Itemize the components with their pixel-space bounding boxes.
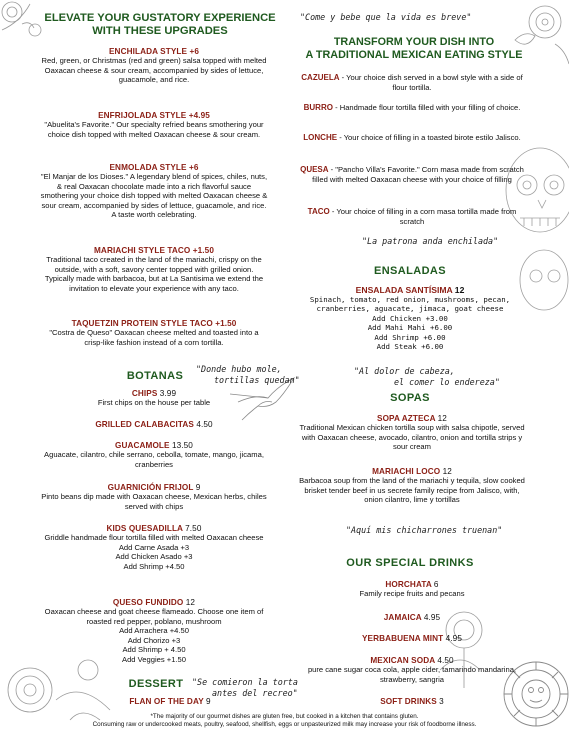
upgrade-item-enfrijolada [40,111,268,139]
item-price: 4.50 [196,420,213,429]
quote-dolor-line1: "Al dolor de cabeza, [354,366,455,376]
drink-mexican-soda [296,656,528,684]
item-title: MARIACHI LOCO [372,467,441,476]
upgrades-heading-line2: WITH THESE UPGRADES [92,25,228,37]
quote-mole-line2: tortillas quedan" [214,375,300,385]
sopa-azteca [296,414,528,452]
item-description: "Abuelita's Favorite." Our specialty refried beans smothering your choice dish topped with melted Oaxacan cheese & sour cream. [44,120,264,139]
item-title: GUACAMOLE [115,441,170,450]
quote-torta-line2: antes del recreo" [212,688,298,698]
item-price: 6 [433,580,439,589]
drink-horchata [296,580,528,599]
ensaladas-heading: ENSALADAS [373,265,447,277]
item-title: QUESA [300,165,329,174]
footer-disclaimer [0,713,569,728]
item-description: Traditional taco created in the land of the mariachi, crispy on the outside, with a soft, savory center topped with grilled onion. Typically made with barbacoa, but at La Santisima we extend the invitation to elevate your experience with any taco. [44,255,264,293]
item-title: BURRO [303,103,333,112]
drink-yerbabuena [296,634,528,643]
item-price: 4.95 [423,613,441,622]
item-description: Griddle handmade flour tortilla filled with melted Oaxacan cheese [44,533,264,542]
sopa-mariachi-loco [296,467,528,505]
sopas-heading: SOPAS [390,392,430,404]
item-price: +4.95 [188,111,210,120]
item-title: MEXICAN SODA [370,656,435,665]
add-on: Add Arrachera +4.50 [119,626,189,636]
item-title: HORCHATA [385,580,432,589]
add-on: Add Chicken +3.00 [372,313,448,323]
item-title: FLAN OF THE DAY [129,697,204,706]
item-price: 9 [206,697,211,706]
add-on: Add Chicken Asado +3 [115,552,193,562]
transform-item-taco [296,207,528,226]
item-title: ENCHILADA STYLE [109,47,188,56]
item-title: ENFRIJOLADA STYLE [98,111,187,120]
quote-torta-line1: "Se comieron la torta [192,677,298,687]
transform-heading-line2: A TRADITIONAL MEXICAN EATING STYLE [305,49,523,61]
item-title: LONCHE [303,133,338,142]
quote-mole-line1: "Donde hubo mole, [196,364,282,374]
transform-item-quesa [296,165,528,184]
item-title: YERBABUENA MINT [362,634,444,643]
ingredient-line: Spinach, tomato, red onion, mushrooms, pecan, [309,295,511,304]
item-title: SOPA AZTECA [377,414,436,423]
item-price: +1.50 [192,246,214,255]
item-description: Pinto beans dip made with Oaxacan cheese, Mexican herbs, chiles served with chips [41,492,267,511]
add-on: Add Shrimp +6.00 [374,332,446,342]
footer-raw-food-warning: Consuming raw or undercooked meats, poultry, seafood, shellfish, eggs or unpasteurized milk may increase your risk of foodborne illness. [92,720,477,728]
item-description: Oaxacan cheese and goat cheese flameado. Choose one item of roasted red pepper, poblano, mushroom [44,607,264,626]
item-description: "El Manjar de los Dioses." A legendary blend of spices, chiles, nuts, & real Oaxacan chocolate made into a rich flavorful sauce smothering your choice dish topped with melted Oaxacan cheese & sour cream, accompanied by sides of lettuce, guacamole, and rice. A taste worth celebrating. [40,172,268,220]
item-description: First chips on the house per table [97,398,211,407]
item-price: 3 [439,697,444,706]
item-title: TACO [307,207,330,216]
transform-heading [294,36,534,62]
upgrades-heading-line1: ELEVATE YOUR GUSTATORY EXPERIENCE [44,12,276,24]
drinks-heading: OUR SPECIAL DRINKS [346,557,474,569]
add-on: Add Mahi Mahi +6.00 [367,323,453,333]
item-title: SOFT DRINKS [380,697,437,706]
quote-chicharrones: "Aquí mis chicharrones truenan" [346,525,503,535]
quote-patrona: "La patrona anda enchilada" [362,236,499,246]
transform-heading-line1: TRANSFORM YOUR DISH INTO [333,36,495,48]
item-price: 4.95 [445,634,462,643]
item-description: - "Pancho Villa's Favorite." Corn masa made from scratch filled with melted Oaxacan cheese with your choice of filling [312,165,524,184]
item-price: 4.50 [437,656,454,665]
drink-jamaica [296,613,528,622]
ensalada-santisima [290,285,530,351]
item-price: +6 [188,163,199,172]
item-title: QUESO FUNDIDO [112,598,184,607]
add-on: Add Shrimp + 4.50 [122,645,186,655]
upgrades-heading [40,12,280,38]
transform-item-burro [296,103,528,113]
add-on: Add Steak +6.00 [376,342,444,352]
item-description: - Handmade flour tortilla filled with your filling of choice. [332,103,521,112]
dessert-flan [110,697,230,706]
item-price: 12 [185,598,196,607]
item-description: - Your choice dish served in a bowl style with a side of flour tortilla. [339,73,523,92]
botana-calabacitas [40,420,268,429]
botanas-heading: BOTANAS [126,370,184,382]
item-price: 3.99 [159,389,177,398]
botana-kids-quesadilla [40,524,268,571]
item-title: GUARNICIÓN FRIJOL [107,483,194,492]
item-price: 12 [454,285,465,295]
item-price: 9 [195,483,201,492]
botana-chips [40,389,268,408]
item-title: ENSALADA SANTÍSIMA [355,285,453,295]
item-description: pure cane sugar coca cola, apple cider, tamarindo mandarina, strawberry, sangria [307,665,517,684]
ingredient-line: cranberries, aguacate, jimaca, goat cheese [316,304,504,314]
add-on: Add Shrimp +4.50 [123,561,185,571]
add-on: Add Carne Asada +3 [118,542,190,552]
item-price: 7.50 [185,524,202,533]
item-title: GRILLED CALABACITAS [95,420,194,429]
item-description: Barbacoa soup from the land of the mariachi y tequila, slow cooked brisket tender beef in us secrete family recipe from Jalisco, with, onion cilantro, lime y tortillas [299,476,525,505]
item-price: 12 [437,414,447,423]
add-on: Add Veggies +1.50 [122,654,186,664]
footer-gluten-note: *The majority of our gourmet dishes are gluten free, but cooked in a kitchen that contains gluten. [150,713,419,720]
upgrade-item-taquetzin [40,319,268,347]
item-description: Traditional Mexican chicken tortilla soup with salsa chipotle, served with Oaxacan cheese, avocado, cilantro, onion and tortilla strips y sour cream [299,423,525,452]
botana-guacamole [40,441,268,469]
item-description: Family recipe fruits and pecans [359,589,465,598]
upgrade-item-enchilada [40,47,268,85]
item-price: +6 [189,47,199,56]
item-price: 12 [442,467,452,476]
item-price: +1.50 [215,319,237,328]
item-title: ENMOLADA STYLE [109,163,187,172]
dessert-heading: DESSERT [128,678,184,690]
item-description: - Your choice of filling in a corn masa tortilla made from scratch [329,207,517,226]
item-title: JAMAICA [383,613,422,622]
item-description: "Costra de Queso" Oaxacan cheese melted and toasted into a crisp-like fashion instead of a corn tortilla. [49,328,259,347]
drink-soft-drinks [296,697,528,706]
add-on: Add Chorizo +3 [127,635,181,645]
item-title: CHIPS [131,389,158,398]
item-price: 13.50 [171,441,193,450]
transform-item-lonche [296,133,528,143]
item-title: MARIACHI STYLE TACO [94,246,191,255]
botana-queso-fundido [40,598,268,665]
quote-come-y-bebe: "Come y bebe que la vida es breve" [300,12,472,22]
item-description: Red, green, or Christmas (red and green) salsa topped with melted Oaxacan cheese & sour cream, accompanied by sides of lettuce, guacamole, and rice. [41,56,267,85]
item-description: Aguacate, cilantro, chile serrano, cebolla, tomate, mango, jicama, cranberries [44,450,264,469]
upgrade-item-enmolada [40,163,268,220]
item-title: CAZUELA [301,73,340,82]
item-title: TAQUETZIN PROTEIN STYLE TACO [71,319,213,328]
item-title: KIDS QUESADILLA [106,524,183,533]
botana-guarnicion-frijol [40,483,268,511]
quote-dolor-line2: el comer lo endereza" [394,377,500,387]
upgrade-item-mariachi-taco [40,246,268,293]
transform-item-cazuela [296,73,528,92]
item-description: - Your choice of filling in a toasted birote estilo Jalisco. [337,133,521,142]
